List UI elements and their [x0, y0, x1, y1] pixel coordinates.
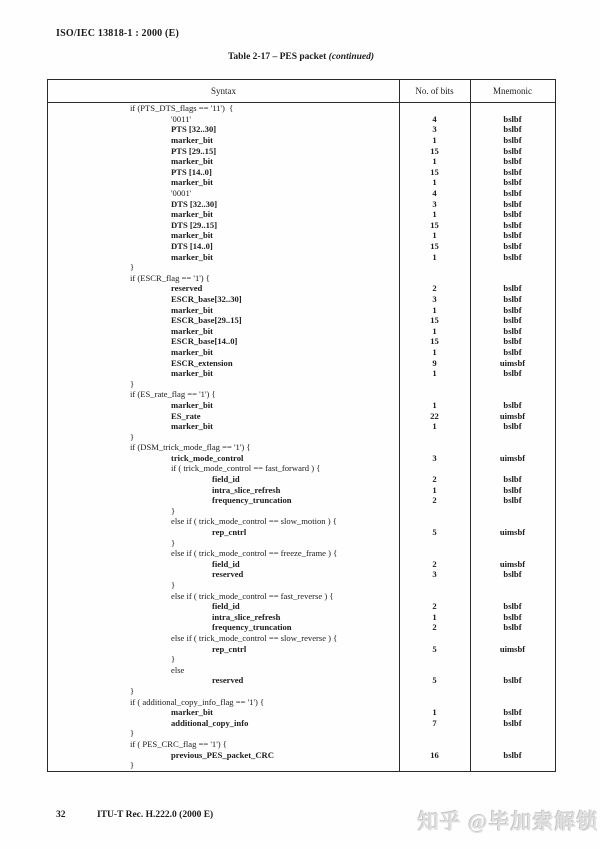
bits-cell: 1 [432, 230, 437, 241]
bits-cell: 1 [432, 251, 437, 262]
table-row [48, 325, 555, 336]
bits-cell: 7 [432, 717, 437, 728]
bits-cell: 1 [432, 325, 437, 336]
pes-packet-syntax-table [47, 79, 556, 772]
table-row [48, 516, 555, 527]
table-row [48, 559, 555, 570]
syntax-cell: PTS [14..0] [171, 166, 212, 177]
table-header-row [48, 80, 555, 103]
mnemonic-cell: bslbf [503, 135, 522, 146]
syntax-cell: rep_cntrl [212, 527, 247, 538]
mnemonic-cell: bslbf [503, 622, 522, 633]
table-row [48, 495, 555, 506]
syntax-cell: marker_bit [171, 346, 214, 357]
table-row [48, 220, 555, 231]
table-row [48, 739, 555, 750]
footer-reference: ITU-T Rec. H.222.0 (2000 E) [97, 810, 214, 820]
mnemonic-cell: bslbf [503, 484, 522, 495]
standard-number-header: ISO/IEC 13818-1 : 2000 (E) [56, 28, 179, 39]
syntax-cell: } [130, 431, 135, 442]
table-row [48, 198, 555, 209]
syntax-cell: ESCR_extension [171, 357, 233, 368]
syntax-cell: field_id [212, 474, 240, 485]
syntax-cell: else [171, 664, 185, 675]
mnemonic-cell: uimsbf [499, 558, 526, 569]
bits-cell: 3 [432, 452, 437, 463]
syntax-cell: else if ( trick_mode_control == fast_reverse ) { [171, 590, 334, 601]
syntax-cell: '0001' [171, 188, 192, 199]
syntax-cell: else if ( trick_mode_control == slow_motion ) { [171, 516, 337, 527]
syntax-cell: } [171, 654, 176, 665]
bits-cell: 1 [432, 484, 437, 495]
bits-cell: 1 [432, 135, 437, 146]
table-row [48, 643, 555, 654]
table-row [48, 135, 555, 146]
table-row [48, 686, 555, 697]
table-title-continued: (continued) [328, 52, 375, 62]
syntax-cell: } [130, 685, 135, 696]
table-row [48, 442, 555, 453]
mnemonic-cell: bslbf [503, 198, 522, 209]
table-row [48, 188, 555, 199]
syntax-cell: } [171, 537, 176, 548]
bits-cell: 3 [432, 569, 437, 580]
syntax-cell: marker_bit [171, 421, 214, 432]
table-row [48, 622, 555, 633]
table-row [48, 506, 555, 517]
syntax-cell: } [171, 505, 176, 516]
bits-cell: 1 [432, 368, 437, 379]
mnemonic-cell: bslbf [503, 251, 522, 262]
table-row [48, 167, 555, 178]
bits-cell: 2 [432, 495, 437, 506]
syntax-cell: additional_copy_info [171, 717, 249, 728]
syntax-cell: if ( trick_mode_control == fast_forward ) { [171, 463, 321, 474]
table-row [48, 537, 555, 548]
syntax-cell: if (ES_rate_flag == '1') { [130, 389, 216, 400]
table-row [48, 400, 555, 411]
table-row [48, 527, 555, 538]
table-row [48, 463, 555, 474]
bits-cell: 15 [430, 336, 439, 347]
mnemonic-cell: bslbf [503, 495, 522, 506]
zhihu-watermark: 知乎 @毕加索解锁 [418, 810, 599, 834]
mnemonic-cell: uimsbf [499, 452, 526, 463]
syntax-cell: marker_bit [171, 156, 214, 167]
syntax-cell: previous_PES_packet_CRC [171, 749, 274, 760]
syntax-cell: frequency_truncation [212, 495, 292, 506]
syntax-cell: DTS [32..30] [171, 198, 218, 209]
mnemonic-cell: bslbf [503, 717, 522, 728]
mnemonic-cell: bslbf [503, 124, 522, 135]
column-divider [399, 80, 400, 771]
mnemonic-cell: bslbf [503, 241, 522, 252]
table-row [48, 347, 555, 358]
bits-cell: 15 [430, 241, 439, 252]
mnemonic-cell: bslbf [503, 336, 522, 347]
table-body [48, 103, 555, 771]
syntax-cell: reserved [212, 569, 244, 580]
syntax-cell: rep_cntrl [212, 643, 247, 654]
table-row [48, 664, 555, 675]
mnemonic-cell: bslbf [503, 749, 522, 760]
syntax-cell: reserved [212, 675, 244, 686]
table-row [48, 453, 555, 464]
table-row [48, 389, 555, 400]
mnemonic-cell: bslbf [503, 145, 522, 156]
bits-cell: 5 [432, 527, 437, 538]
table-row [48, 262, 555, 273]
syntax-cell: marker_bit [171, 707, 214, 718]
bits-cell: 1 [432, 346, 437, 357]
page-number: 32 [56, 810, 66, 820]
syntax-cell: if (PTS_DTS_flags == '11') { [130, 103, 234, 114]
table-row [48, 590, 555, 601]
mnemonic-cell: uimsbf [499, 357, 526, 368]
mnemonic-cell: bslbf [503, 293, 522, 304]
bits-cell: 1 [432, 611, 437, 622]
table-row [48, 273, 555, 284]
table-row [48, 431, 555, 442]
syntax-cell: } [130, 728, 135, 739]
syntax-cell: field_id [212, 558, 240, 569]
mnemonic-cell: bslbf [503, 421, 522, 432]
bits-cell: 1 [432, 304, 437, 315]
syntax-cell: marker_bit [171, 177, 214, 188]
mnemonic-cell: bslbf [503, 611, 522, 622]
mnemonic-cell: bslbf [503, 368, 522, 379]
table-row [48, 357, 555, 368]
bits-cell: 15 [430, 315, 439, 326]
table-row [48, 484, 555, 495]
mnemonic-cell: bslbf [503, 601, 522, 612]
syntax-cell: field_id [212, 601, 240, 612]
bits-cell: 2 [432, 283, 437, 294]
table-row [48, 251, 555, 262]
syntax-cell: trick_mode_control [171, 452, 244, 463]
syntax-cell: marker_bit [171, 399, 214, 410]
syntax-cell: } [130, 378, 135, 389]
mnemonic-cell: uimsbf [499, 527, 526, 538]
syntax-cell: marker_bit [171, 368, 214, 379]
bits-cell: 1 [432, 209, 437, 220]
syntax-cell: marker_bit [171, 209, 214, 220]
syntax-cell: '0011' [171, 113, 191, 124]
bits-cell: 16 [430, 749, 439, 760]
syntax-cell: } [130, 760, 135, 771]
mnemonic-cell: bslbf [503, 113, 522, 124]
table-row [48, 569, 555, 580]
column-header-bits: No. of bits [415, 86, 454, 96]
table-row [48, 156, 555, 167]
column-divider [470, 80, 471, 771]
table-row [48, 675, 555, 686]
syntax-cell: } [130, 262, 135, 273]
syntax-cell: frequency_truncation [212, 622, 292, 633]
table-row [48, 760, 555, 771]
table-row [48, 241, 555, 252]
mnemonic-cell: bslbf [503, 304, 522, 315]
mnemonic-cell: bslbf [503, 166, 522, 177]
table-row [48, 114, 555, 125]
table-title-main: Table 2-17 – PES packet [227, 52, 329, 62]
syntax-cell: ESCR_base[32..30] [171, 293, 242, 304]
bits-cell: 2 [432, 622, 437, 633]
table-row [48, 336, 555, 347]
mnemonic-cell: bslbf [503, 315, 522, 326]
syntax-cell: } [171, 580, 176, 591]
table-row [48, 749, 555, 760]
bits-cell: 2 [432, 558, 437, 569]
table-row [48, 230, 555, 241]
bits-cell: 2 [432, 474, 437, 485]
syntax-cell: marker_bit [171, 230, 214, 241]
bits-cell: 9 [432, 357, 437, 368]
syntax-cell: marker_bit [171, 325, 214, 336]
table-row [48, 145, 555, 156]
table-title [46, 52, 556, 62]
table-row [48, 410, 555, 421]
mnemonic-cell: bslbf [503, 156, 522, 167]
table-row [48, 548, 555, 559]
syntax-cell: marker_bit [171, 304, 214, 315]
bits-cell: 4 [432, 188, 437, 199]
bits-cell: 15 [430, 166, 439, 177]
bits-cell: 2 [432, 601, 437, 612]
syntax-cell: marker_bit [171, 251, 214, 262]
bits-cell: 22 [430, 410, 439, 421]
table-row [48, 283, 555, 294]
mnemonic-cell: bslbf [503, 209, 522, 220]
bits-cell: 3 [432, 124, 437, 135]
column-header-mnemonic: Mnemonic [493, 86, 532, 96]
syntax-cell: else if ( trick_mode_control == slow_reverse ) { [171, 632, 338, 643]
syntax-cell: if ( PES_CRC_flag == '1') { [130, 738, 227, 749]
table-row [48, 315, 555, 326]
table-row [48, 304, 555, 315]
bits-cell: 1 [432, 399, 437, 410]
table-row [48, 612, 555, 623]
syntax-cell: ESCR_base[29..15] [171, 315, 242, 326]
table-row [48, 580, 555, 591]
bits-cell: 1 [432, 177, 437, 188]
table-row [48, 124, 555, 135]
syntax-cell: if (DSM_trick_mode_flag == '1') { [130, 442, 251, 453]
table-row [48, 707, 555, 718]
mnemonic-cell: bslbf [503, 399, 522, 410]
table-row [48, 601, 555, 612]
syntax-cell: ESCR_base[14..0] [171, 336, 238, 347]
syntax-cell: DTS [14..0] [171, 241, 213, 252]
mnemonic-cell: bslbf [503, 325, 522, 336]
mnemonic-cell: bslbf [503, 474, 522, 485]
bits-cell: 4 [432, 113, 437, 124]
mnemonic-cell: bslbf [503, 569, 522, 580]
mnemonic-cell: uimsbf [499, 643, 526, 654]
mnemonic-cell: bslbf [503, 230, 522, 241]
syntax-cell: PTS [32..30] [171, 124, 217, 135]
bits-cell: 1 [432, 421, 437, 432]
table-row [48, 103, 555, 114]
bits-cell: 1 [432, 156, 437, 167]
mnemonic-cell: uimsbf [499, 410, 526, 421]
bits-cell: 3 [432, 293, 437, 304]
table-row [48, 209, 555, 220]
table-row [48, 717, 555, 728]
syntax-cell: if ( additional_copy_info_flag == '1') { [130, 696, 265, 707]
mnemonic-cell: bslbf [503, 283, 522, 294]
mnemonic-cell: bslbf [503, 675, 522, 686]
table-row [48, 654, 555, 665]
table-row [48, 368, 555, 379]
table-row [48, 378, 555, 389]
table-row [48, 474, 555, 485]
syntax-cell: intra_slice_refresh [212, 611, 281, 622]
syntax-cell: reserved [171, 283, 203, 294]
bits-cell: 5 [432, 643, 437, 654]
bits-cell: 15 [430, 219, 439, 230]
table-row [48, 421, 555, 432]
mnemonic-cell: bslbf [503, 188, 522, 199]
bits-cell: 3 [432, 198, 437, 209]
syntax-cell: if (ESCR_flag == '1') { [130, 272, 210, 283]
column-header-syntax: Syntax [210, 86, 236, 96]
mnemonic-cell: bslbf [503, 707, 522, 718]
syntax-cell: ES_rate [171, 410, 201, 421]
table-row [48, 696, 555, 707]
mnemonic-cell: bslbf [503, 219, 522, 230]
table-row [48, 728, 555, 739]
syntax-cell: else if ( trick_mode_control == freeze_frame ) { [171, 548, 338, 559]
syntax-cell: DTS [29..15] [171, 219, 218, 230]
table-row [48, 633, 555, 644]
table-row [48, 177, 555, 188]
bits-cell: 1 [432, 707, 437, 718]
syntax-cell: marker_bit [171, 135, 214, 146]
table-row [48, 294, 555, 305]
mnemonic-cell: bslbf [503, 346, 522, 357]
bits-cell: 5 [432, 675, 437, 686]
mnemonic-cell: bslbf [503, 177, 522, 188]
syntax-cell: intra_slice_refresh [212, 484, 281, 495]
bits-cell: 15 [430, 145, 439, 156]
syntax-cell: PTS [29..15] [171, 145, 217, 156]
